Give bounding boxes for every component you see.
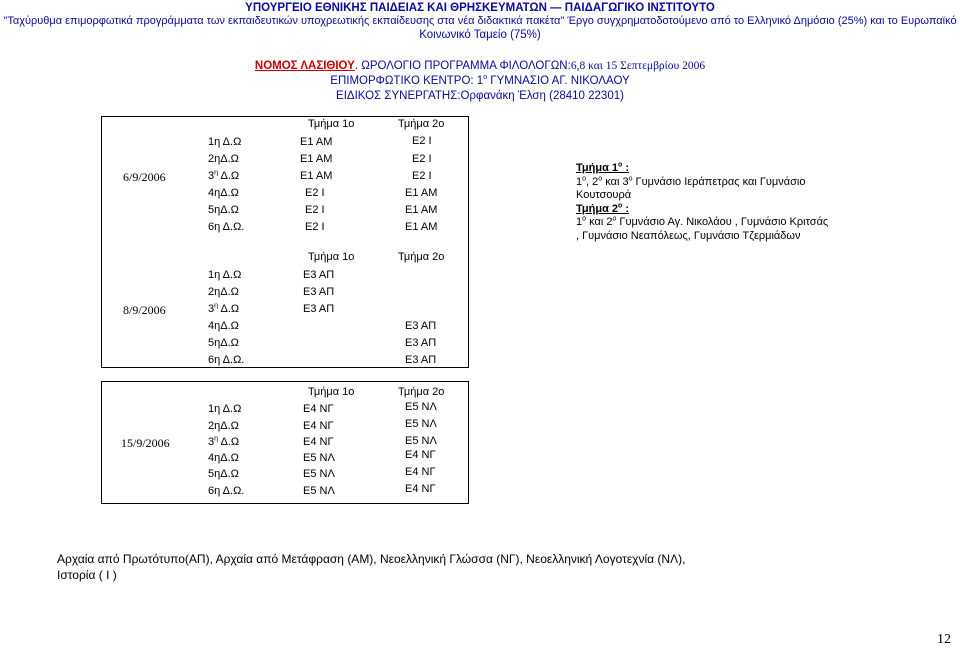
- lesson-cell: Ε5 ΝΛ: [303, 452, 335, 464]
- hour-label: 5ηΔ.Ω: [208, 468, 239, 480]
- hour-label: 4ηΔ.Ω: [208, 452, 239, 464]
- lesson-cell: Ε5 ΝΛ: [405, 401, 437, 413]
- lesson-cell: Ε4 ΝΓ: [303, 420, 334, 432]
- hour-label: 6η Δ.Ω.: [208, 485, 245, 497]
- group-1-schools-cont: Κουτσουρά: [576, 189, 632, 201]
- prefecture-label: ΝΟΜΟΣ ΛΑΣΙΘΙΟΥ: [254, 60, 355, 72]
- column-header-group-2: Τμήμα 2ο: [398, 118, 445, 130]
- lesson-cell: Ε4 ΝΓ: [303, 436, 334, 448]
- lesson-cell: Ε5 ΝΛ: [405, 418, 437, 430]
- hour-label: 1η Δ.Ω: [208, 136, 242, 148]
- schedule-table-15-9: [101, 381, 469, 504]
- legend-line: Ιστορία ( Ι ): [57, 568, 117, 582]
- lesson-cell: Ε1 ΑΜ: [405, 187, 438, 199]
- hour-label: 5ηΔ.Ω: [208, 204, 239, 216]
- lesson-cell: Ε2 Ι: [412, 170, 432, 182]
- lesson-cell: Ε3 ΑΠ: [303, 286, 335, 298]
- group-2-schools: $1^o$ και $2^o$ Γυμνάσιο Αγ. Νικολάου , Γυμνάσιο Κριτσάς: [576, 215, 829, 228]
- program-label: . ΩΡΟΛΟΓΙΟ ΠΡΟΓΡΑΜΜΑ ΦΙΛΟΛΟΓΩΝ:: [354, 60, 571, 72]
- hour-label: $3^\eta$ Δ.Ω: [208, 435, 240, 448]
- schedule-table-8-9: [101, 243, 469, 368]
- hour-label: 1η Δ.Ω: [208, 269, 242, 281]
- page-number: 12: [937, 632, 951, 647]
- lesson-cell: Ε1 ΑΜ: [300, 153, 333, 165]
- hour-label: 6η Δ.Ω.: [208, 221, 245, 233]
- group-1-heading: Τμήμα $1^o$ :: [576, 161, 630, 174]
- column-header-group-2: Τμήμα 2ο: [398, 386, 445, 398]
- group-1-schools: $1^o$, $2^o$ και $3^o$ Γυμνάσιο Ιεράπετρας και Γυμνάσιο: [576, 174, 806, 188]
- legend-line: Αρχαία από Πρωτότυπο(ΑΠ), Αρχαία από Μετάφραση (ΑΜ), Νεοελληνική Γλώσσα (ΝΓ), Νεοελληνική Λογοτεχνία (ΝΛ),: [57, 552, 686, 566]
- lesson-cell: Ε3 ΑΠ: [405, 354, 437, 366]
- schedule-date: 15/9/2006: [121, 436, 170, 450]
- hour-label: 4ηΔ.Ω: [208, 187, 239, 199]
- lesson-cell: Ε3 ΑΠ: [405, 320, 437, 332]
- subject-legend: [57, 551, 757, 583]
- schedule-table-6-9: [101, 116, 469, 244]
- column-header-group-2: Τμήμα 2ο: [398, 251, 445, 263]
- hour-label: 2ηΔ.Ω: [208, 420, 239, 432]
- column-header-group-1: Τμήμα 1ο: [308, 251, 355, 263]
- program-dates: 6,8 και 15 Σεπτεμβρίου 2006: [570, 60, 706, 72]
- lesson-cell: Ε4 ΝΓ: [405, 483, 436, 495]
- schedule-date: 6/9/2006: [123, 170, 166, 184]
- lesson-cell: Ε4 ΝΓ: [303, 403, 334, 415]
- document-title: [0, 60, 960, 72]
- column-header-group-1: Τμήμα 1ο: [308, 386, 355, 398]
- lesson-cell: Ε1 ΑΜ: [300, 170, 333, 182]
- lesson-cell: Ε2 Ι: [305, 204, 325, 216]
- lesson-cell: Ε1 ΑΜ: [300, 136, 333, 148]
- lesson-cell: Ε4 ΝΓ: [405, 466, 436, 478]
- lesson-cell: Ε1 ΑΜ: [405, 204, 438, 216]
- schedule-date: 8/9/2006: [123, 303, 166, 317]
- lesson-cell: Ε2 Ι: [412, 135, 432, 147]
- lesson-cell: Ε5 ΝΛ: [303, 468, 335, 480]
- ministry-header: ΥΠΟΥΡΓΕΙΟ ΕΘΝΙΚΗΣ ΠΑΙΔΕΙΑΣ ΚΑΙ ΘΡΗΣΚΕΥΜΑΤΩΝ — ΠΑΙΔΑΓΩΓΙΚΟ ΙΝΣΤΙΤΟΥΤΟ: [245, 2, 715, 14]
- lesson-cell: Ε3 ΑΠ: [303, 303, 335, 315]
- hour-label: 6η Δ.Ω.: [208, 354, 245, 366]
- group-2-heading: Τμήμα $2^o$ :: [576, 201, 630, 215]
- lesson-cell: Ε3 ΑΠ: [303, 269, 335, 281]
- program-description: "Ταχύρυθμα επιμορφωτικά προγράμματα των εκπαιδευτικών υποχρεωτικής εκπαίδευσης στα νέα διδακτικά πακέτα" Έργο συγχρηματοδοτούμενο από το Ελληνικό Δημόσιο (25%) και το Ευρωπαϊκό: [3, 15, 957, 27]
- group-descriptions: [576, 162, 896, 243]
- lesson-cell: Ε2 Ι: [305, 221, 325, 233]
- hour-label: 2ηΔ.Ω: [208, 286, 239, 298]
- lesson-cell: Ε5 ΝΛ: [303, 485, 335, 497]
- hour-label: $3^\eta$ Δ.Ω: [208, 169, 240, 182]
- lesson-cell: Ε1 ΑΜ: [405, 221, 438, 233]
- lesson-cell: Ε5 ΝΛ: [405, 435, 437, 447]
- lesson-cell: Ε4 ΝΓ: [405, 449, 436, 461]
- column-header-group-1: Τμήμα 1ο: [308, 118, 355, 130]
- lesson-cell: Ε2 Ι: [305, 187, 325, 199]
- hour-label: 5ηΔ.Ω: [208, 337, 239, 349]
- hour-label: 2ηΔ.Ω: [208, 153, 239, 165]
- hour-label: 4ηΔ.Ω: [208, 320, 239, 332]
- lesson-cell: Ε3 ΑΠ: [405, 337, 437, 349]
- special-partner: ΕΙΔΙΚΟΣ ΣΥΝΕΡΓΑΤΗΣ:Ορφανάκη Έλση (28410 22301): [336, 90, 624, 102]
- group-2-schools-cont: , Γυμνάσιο Νεαπόλεως, Γυμνάσιο Τζερμιάδων: [576, 229, 801, 242]
- funding-line: Κοινωνικό Ταμείο (75%): [419, 29, 541, 41]
- training-center: ΕΠΙΜΟΡΦΩΤΙΚΟ ΚΕΝΤΡΟ: $1^o$ ΓΥΜΝΑΣΙΟ ΑΓ. ΝΙΚΟΛΑΟΥ: [330, 74, 630, 87]
- lesson-cell: Ε2 Ι: [412, 153, 432, 165]
- hour-label: 1η Δ.Ω: [208, 403, 242, 415]
- hour-label: $3^\eta$ Δ.Ω: [208, 302, 240, 315]
